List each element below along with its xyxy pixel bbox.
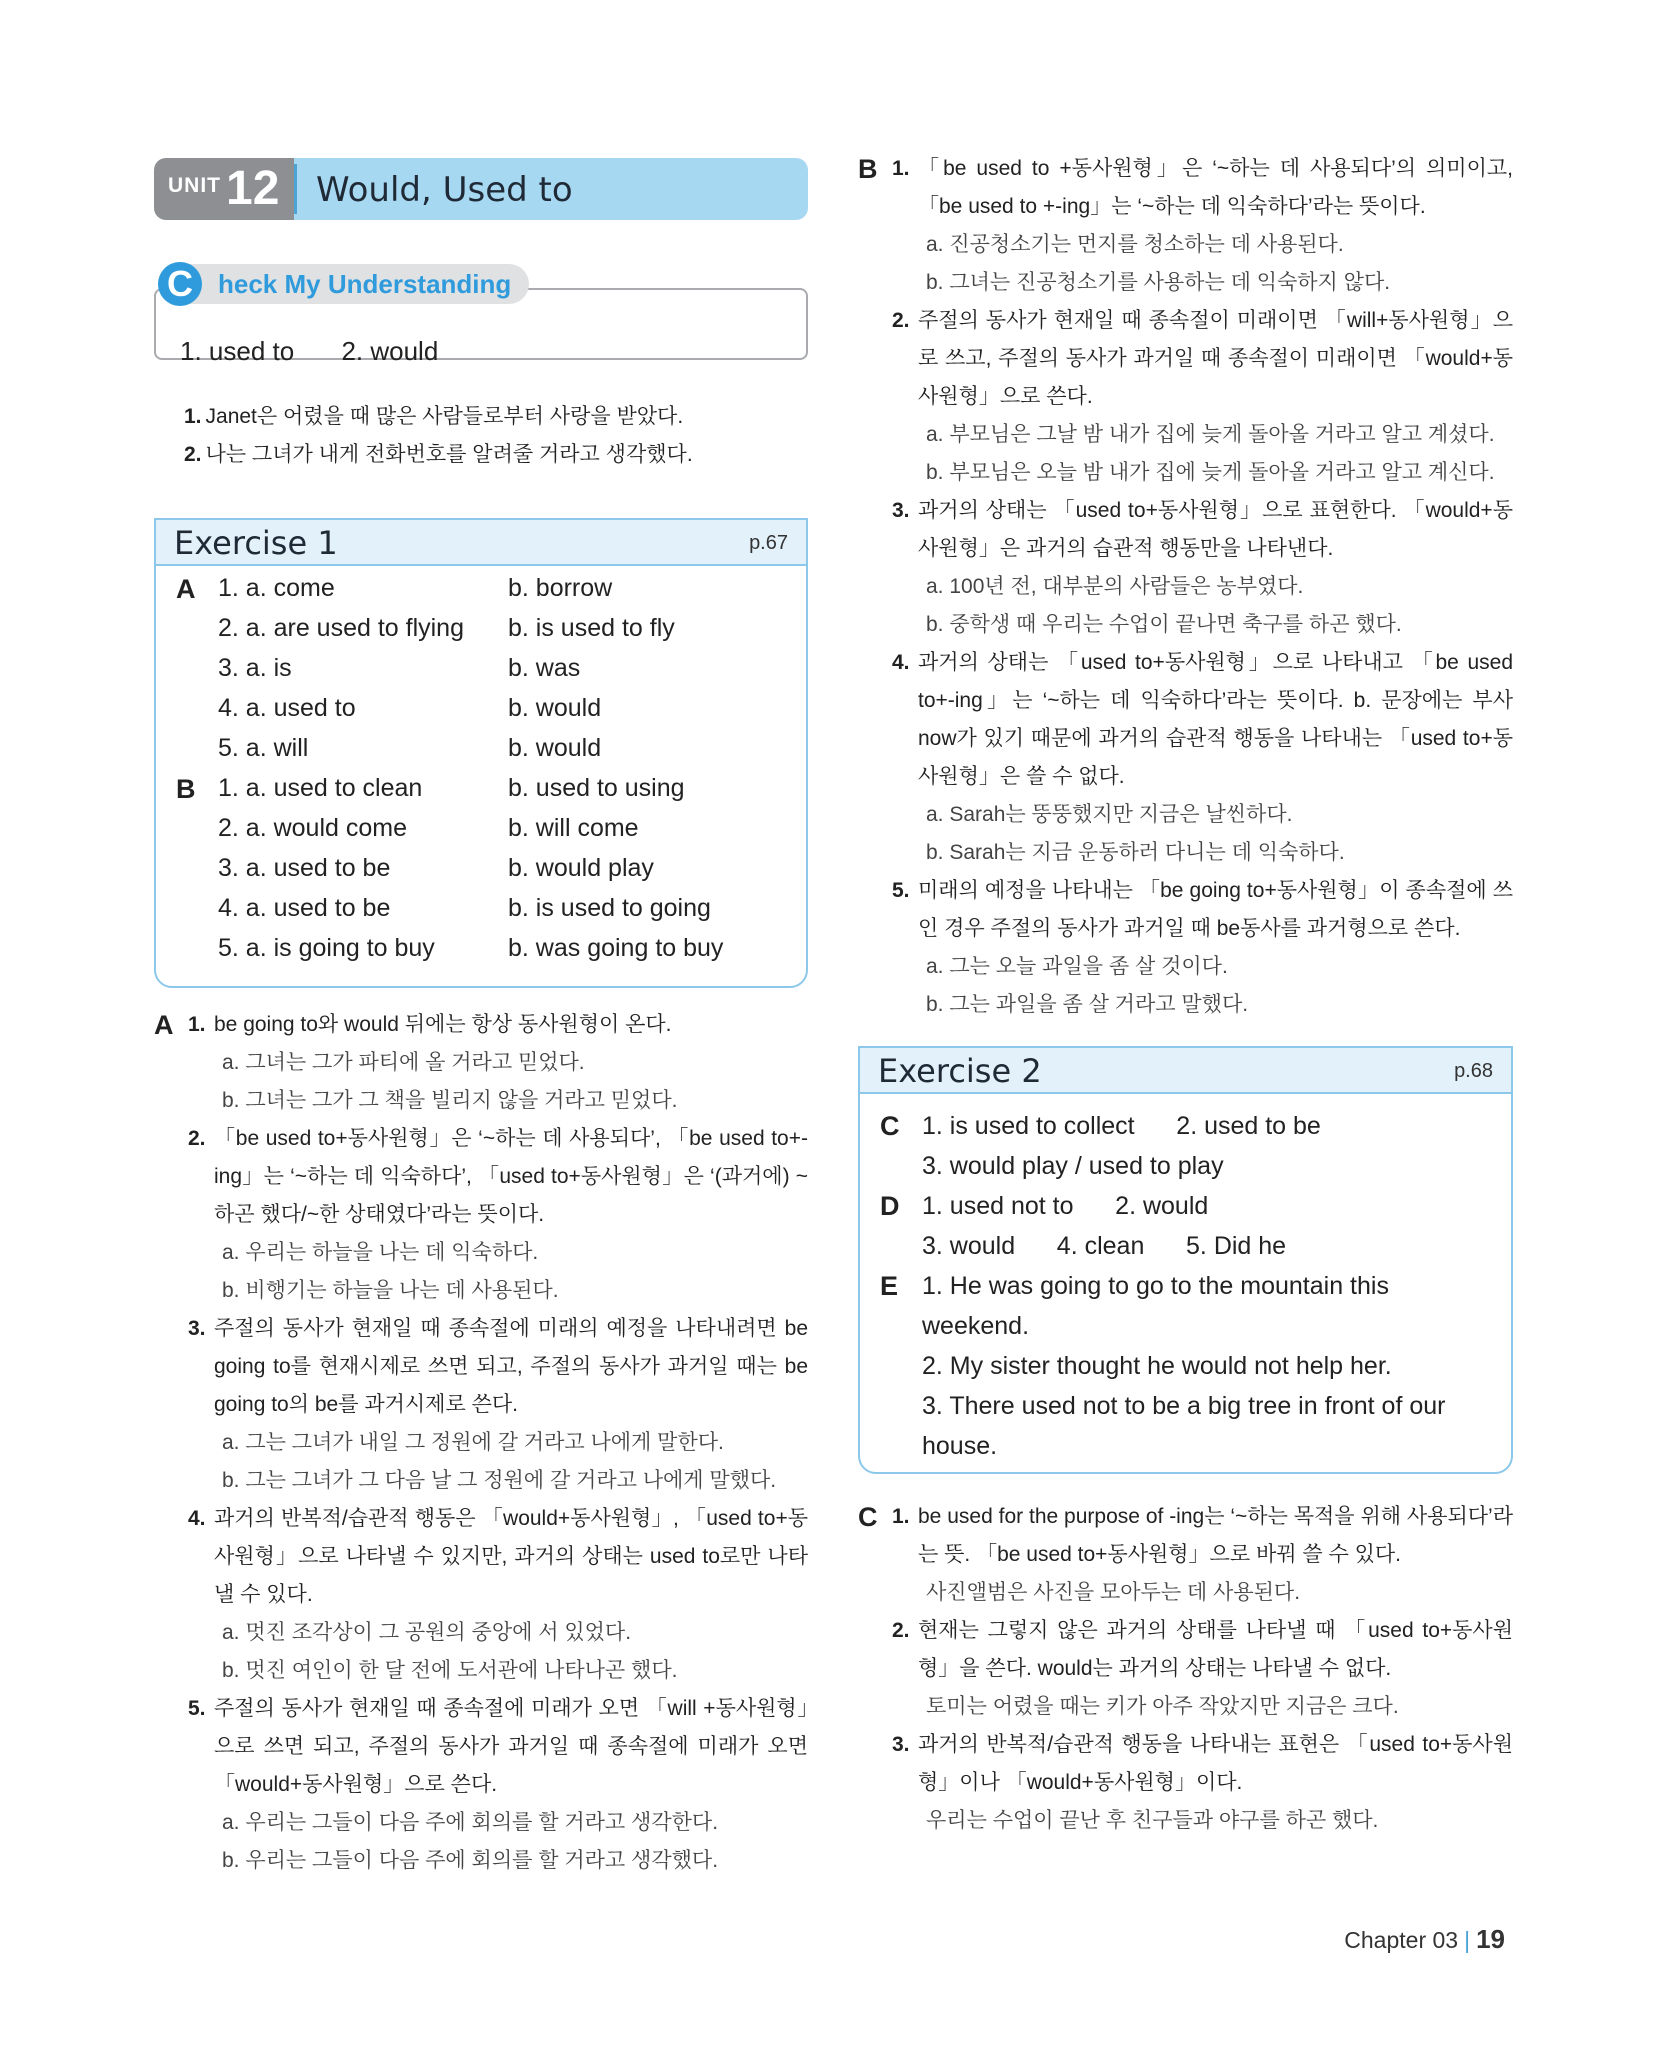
item-text: 주절의 동사가 현재일 때 종속절에 미래의 예정을 나타내려면 be going to를 현재시제로 쓰면 되고, 주절의 동사가 과거일 때는 be going to의 be를 과거시제로 쓴다. — [214, 1317, 808, 1416]
answer-text: 1. used not to 2. would — [922, 1192, 1209, 1220]
check-my-understanding — [154, 264, 808, 374]
explanation-item — [858, 492, 1513, 568]
explanation-item — [154, 1006, 808, 1044]
answer-b: b. was going to buy — [508, 934, 724, 962]
answer-b: b. will come — [508, 814, 639, 842]
answer-row — [156, 814, 806, 854]
example-translation: 토미는 어렸을 때는 키가 아주 작았지만 지금은 크다. — [926, 1695, 1399, 1718]
item-text: 과거의 반복적/습관적 행동을 나타내는 표현은 「used to+동사원형」이나 「would+동사원형」이다. — [918, 1733, 1513, 1794]
explanation-item — [154, 1120, 808, 1234]
answer-row — [156, 854, 806, 894]
page-footer: Chapter 03 | 19 — [1344, 1924, 1505, 1954]
answer-row — [156, 574, 806, 614]
check-answer-2: 2. would — [341, 336, 439, 366]
explanation-item — [858, 1612, 1513, 1688]
example-translation: b. 중학생 때 우리는 수업이 끝나면 축구를 하곤 했다. — [926, 613, 1402, 636]
exercise-1-answers — [156, 566, 806, 974]
check-notes — [154, 398, 808, 474]
unit-title: Would, Used to — [316, 170, 573, 210]
answer-row — [156, 654, 806, 694]
example-translation: a. 부모님은 그날 밤 내가 집에 늦게 돌아올 거라고 알고 계셨다. — [926, 423, 1495, 446]
answer-a: 4. a. used to — [218, 694, 356, 722]
example-translation: b. 부모님은 오늘 밤 내가 집에 늦게 돌아올 거라고 알고 계신다. — [926, 461, 1495, 484]
example-translation: a. 그녀는 그가 파티에 올 거라고 믿었다. — [222, 1051, 585, 1074]
section-letter: A — [176, 574, 196, 604]
exercise-2-title: Exercise 2 — [878, 1052, 1042, 1090]
check-tab — [158, 264, 529, 304]
exercise-2-box — [858, 1046, 1513, 1474]
page-number: 19 — [1476, 1924, 1505, 1954]
item-number: 3. — [188, 1317, 206, 1340]
answer-a: 4. a. used to be — [218, 894, 391, 922]
exercise-1-title: Exercise 1 — [174, 524, 338, 562]
example-translation: b. 그녀는 진공청소기를 사용하는 데 익숙하지 않다. — [926, 271, 1391, 294]
answer-a: 5. a. is going to buy — [218, 934, 435, 962]
item-number: 3. — [892, 1733, 910, 1756]
answer-text: 3. There used not to be a big tree in front of our house. — [922, 1392, 1453, 1460]
item-number: 1. — [188, 1013, 206, 1036]
explanation-item — [858, 150, 1513, 226]
section-letter: D — [880, 1191, 900, 1221]
unit-number: 12 — [226, 162, 280, 215]
answer-row — [860, 1386, 1491, 1466]
item-text: 과거의 상태는 「used to+동사원형」으로 표현한다. 「would+동사원형」은 과거의 습관적 행동만을 나타낸다. — [918, 499, 1513, 560]
answer-b: b. would play — [508, 854, 654, 882]
item-text: 「be used to +동사원형」은 ‘~하는 데 사용되다’의 의미이고, 「be used to +-ing」는 ‘~하는 데 익숙하다’라는 뜻이다. — [918, 157, 1513, 218]
example-translation: b. 멋진 여인이 한 달 전에 도서관에 나타나곤 했다. — [222, 1659, 678, 1682]
answer-a: 3. a. is — [218, 654, 292, 682]
item-number: 2. — [188, 1127, 206, 1150]
answer-a: 5. a. will — [218, 734, 309, 762]
answer-a: 1. a. used to clean — [218, 774, 423, 802]
example-translation: a. 멋진 조각상이 그 공원의 중앙에 서 있었다. — [222, 1621, 632, 1644]
answer-text: 1. is used to collect 2. used to be — [922, 1112, 1321, 1140]
answer-text: 2. My sister thought he would not help her. — [922, 1352, 1392, 1380]
example-translation: 사진앨범은 사진을 모아두는 데 사용된다. — [926, 1581, 1301, 1604]
example-translation: a. 그는 그녀가 내일 그 정원에 갈 거라고 나에게 말한다. — [222, 1431, 724, 1454]
answer-b: b. is used to fly — [508, 614, 675, 642]
example-translation: a. 우리는 그들이 다음 주에 회의를 할 거라고 생각한다. — [222, 1811, 719, 1834]
answer-b: b. would — [508, 694, 602, 722]
example-translation: b. Sarah는 지금 운동하러 다니는 데 익숙하다. — [926, 841, 1345, 864]
explanation-item — [858, 302, 1513, 416]
exercise-2-answers — [860, 1094, 1511, 1466]
answer-text: 3. would play / used to play — [922, 1152, 1224, 1180]
example-translation: b. 비행기는 하늘을 나는 데 사용된다. — [222, 1279, 559, 1302]
answer-row — [860, 1266, 1491, 1346]
explanation-item — [858, 872, 1513, 948]
item-text: 「be used to+동사원형」은 ‘~하는 데 사용되다’, 「be used to+-ing」는 ‘~하는 데 익숙하다’, 「used to+동사원형」은 ‘(과거에) ~하곤 했다/~한 상태였다’라는 뜻이다. — [214, 1127, 808, 1226]
answer-a: 2. a. are used to flying — [218, 614, 464, 642]
example-translation: a. Sarah는 뚱뚱했지만 지금은 날씬하다. — [926, 803, 1293, 826]
section-letter: B — [858, 154, 878, 184]
note-line: 1. Janet은 어렸을 때 많은 사람들로부터 사랑을 받았다. — [184, 405, 684, 428]
section-letter: A — [154, 1010, 174, 1040]
item-number: 5. — [188, 1697, 206, 1720]
check-answer-1: 1. used to — [180, 336, 295, 366]
item-text: be going to와 would 뒤에는 항상 동사원형이 온다. — [214, 1013, 672, 1036]
explanation-item — [154, 1310, 808, 1424]
item-text: be used for the purpose of -ing는 ‘~하는 목적을 위해 사용되다’라는 뜻. 「be used to+동사원형」으로 바꿔 쓸 수 있다. — [918, 1505, 1513, 1566]
item-number: 4. — [188, 1507, 206, 1530]
answer-row — [860, 1226, 1491, 1266]
unit-divider — [294, 164, 297, 214]
unit-label: UNIT — [168, 174, 221, 197]
item-number: 1. — [892, 157, 910, 180]
answer-b: b. is used to going — [508, 894, 711, 922]
item-number: 2. — [892, 1619, 910, 1642]
answer-row — [156, 894, 806, 934]
note-line: 2. 나는 그녀가 내게 전화번호를 알려줄 거라고 생각했다. — [184, 443, 693, 466]
section-letter: C — [880, 1111, 900, 1141]
example-translation: a. 진공청소기는 먼지를 청소하는 데 사용된다. — [926, 233, 1344, 256]
example-translation: a. 100년 전, 대부분의 사람들은 농부였다. — [926, 575, 1304, 598]
answer-b: b. was — [508, 654, 581, 682]
exercise-1-page: p.67 — [749, 532, 788, 554]
answer-row — [860, 1186, 1491, 1226]
item-number: 1. — [892, 1505, 910, 1528]
explanation-item — [154, 1690, 808, 1804]
answer-a: 2. a. would come — [218, 814, 407, 842]
exercise-1-box — [154, 518, 808, 988]
exercise-2-page: p.68 — [1454, 1060, 1493, 1082]
item-text: 미래의 예정을 나타내는 「be going to+동사원형」이 종속절에 쓰인 경우 주절의 동사가 과거일 때 be동사를 과거형으로 쓴다. — [918, 879, 1513, 940]
answer-text: 1. He was going to go to the mountain this weekend. — [922, 1272, 1396, 1340]
answer-row — [156, 774, 806, 814]
section-letter: E — [880, 1271, 899, 1301]
answer-b: b. borrow — [508, 574, 613, 602]
example-translation: b. 그녀는 그가 그 책을 빌리지 않을 거라고 믿었다. — [222, 1089, 678, 1112]
answer-row — [156, 694, 806, 734]
example-translation: b. 우리는 그들이 다음 주에 회의를 할 거라고 생각했다. — [222, 1849, 719, 1872]
explanation-item — [858, 1498, 1513, 1574]
left-column — [154, 158, 808, 1880]
answer-row — [860, 1346, 1491, 1386]
item-text: 현재는 그렇지 않은 과거의 상태를 나타낼 때 「used to+동사원형」을 쓴다. would는 과거의 상태는 나타낼 수 없다. — [918, 1619, 1513, 1680]
check-title: heck My Understanding — [218, 269, 512, 299]
unit-header — [154, 158, 808, 220]
check-c-icon: C — [158, 262, 202, 306]
chapter-label: Chapter 03 — [1344, 1927, 1459, 1953]
item-number: 2. — [892, 309, 910, 332]
answer-a: 1. a. come — [218, 574, 335, 602]
right-column — [858, 150, 1513, 1840]
explanation-item — [154, 1500, 808, 1614]
item-number: 3. — [892, 499, 910, 522]
example-translation: a. 우리는 하늘을 나는 데 익숙하다. — [222, 1241, 539, 1264]
answer-a: 3. a. used to be — [218, 854, 391, 882]
answer-row — [860, 1146, 1491, 1186]
explanation-a — [154, 1006, 808, 1880]
example-translation: a. 그는 오늘 과일을 좀 살 것이다. — [926, 955, 1228, 978]
item-number: 4. — [892, 651, 910, 674]
item-text: 주절의 동사가 현재일 때 종속절이 미래이면 「will+동사원형」으로 쓰고, 주절의 동사가 과거일 때 종속절이 미래이면 「would+동사원형」으로 쓴다. — [918, 309, 1513, 408]
explanation-b — [858, 150, 1513, 1024]
item-number: 5. — [892, 879, 910, 902]
item-text: 과거의 반복적/습관적 행동은 「would+동사원형」, 「used to+동사원형」으로 나타낼 수 있지만, 과거의 상태는 used to로만 나타낼 수 있다. — [214, 1507, 808, 1606]
answer-row — [156, 934, 806, 974]
answer-text: 3. would 4. clean 5. Did he — [922, 1232, 1287, 1260]
explanation-item — [858, 1726, 1513, 1802]
example-translation: b. 그는 과일을 좀 살 거라고 말했다. — [926, 993, 1249, 1016]
explanation-c — [858, 1498, 1513, 1840]
section-letter: B — [176, 774, 196, 804]
answer-row — [860, 1106, 1491, 1146]
answer-b: b. used to using — [508, 774, 685, 802]
example-translation: b. 그는 그녀가 그 다음 날 그 정원에 갈 거라고 나에게 말했다. — [222, 1469, 777, 1492]
answer-b: b. would — [508, 734, 602, 762]
explanation-item — [858, 644, 1513, 796]
example-translation: 우리는 수업이 끝난 후 친구들과 야구를 하곤 했다. — [926, 1809, 1379, 1832]
section-letter: C — [858, 1502, 878, 1532]
item-text: 주절의 동사가 현재일 때 종속절에 미래가 오면 「will +동사원형」으로 쓰면 되고, 주절의 동사가 과거일 때 종속절에 미래가 오면 「would+동사원형」으로 쓴다. — [214, 1697, 808, 1796]
item-text: 과거의 상태는 「used to+동사원형」으로 나타내고 「be used to+-ing」는 ‘~하는 데 익숙하다’라는 뜻이다. b. 문장에는 부사 now가 있기 때문에 과거의 습관적 행동을 나타내는 「used to+동사원형」은 쓸 수 없다. — [918, 651, 1513, 788]
answer-row — [156, 614, 806, 654]
answer-row — [156, 734, 806, 774]
